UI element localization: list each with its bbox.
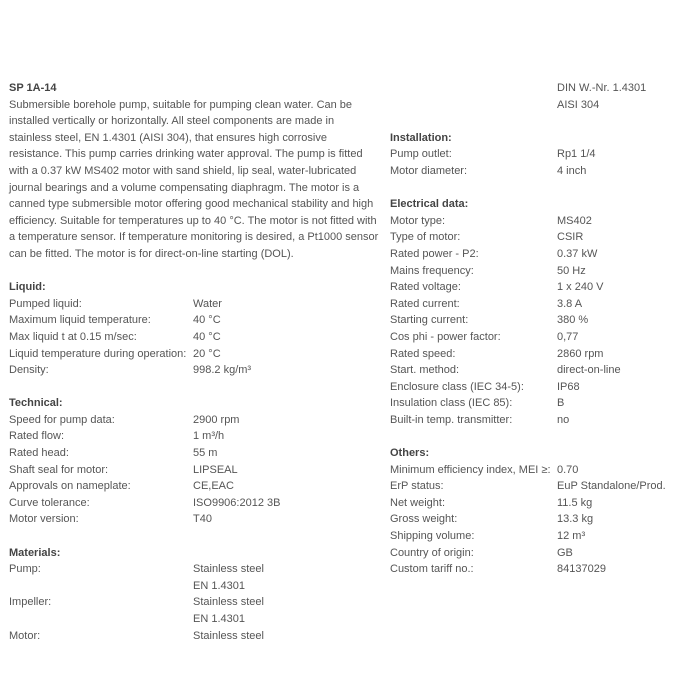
spec-value: T40 xyxy=(193,513,212,526)
spec-label: Pump: xyxy=(9,563,41,576)
spec-value: IP68 xyxy=(557,380,580,393)
spec-row-custom-tariff xyxy=(390,561,690,578)
material-code: DIN W.-Nr. 1.4301 xyxy=(557,82,647,94)
spec-label: Starting current: xyxy=(390,314,469,327)
spec-value: 13.3 kg xyxy=(557,513,594,526)
spec-value-line: Stainless steel xyxy=(193,563,264,576)
product-title: SP 1A-14 xyxy=(9,82,57,94)
spec-row-impeller-material xyxy=(9,594,381,627)
spec-value: 11.5 kg xyxy=(557,496,593,509)
spec-row-liquid-temp-operation xyxy=(9,346,381,363)
spec-row-mains-frequency xyxy=(390,263,690,280)
spec-value: 2900 rpm xyxy=(193,413,240,426)
spec-row-rated-voltage xyxy=(390,279,690,296)
spec-row-rated-power xyxy=(390,246,690,263)
spec-value: 4 inch xyxy=(557,164,587,177)
spec-row-curve-tolerance xyxy=(9,495,381,512)
spec-value: Water xyxy=(193,297,222,310)
spec-value: MS402 xyxy=(557,214,592,227)
spec-label: Motor: xyxy=(9,629,41,642)
spec-row-rated-speed xyxy=(390,346,690,363)
spec-row-approvals xyxy=(9,478,381,495)
spec-label: Mains frequency: xyxy=(390,264,474,277)
spec-label: Motor version: xyxy=(9,513,79,526)
description-line: canned type submersible motor offering good mechanical stability and high xyxy=(9,198,374,211)
spec-value: 2860 rpm xyxy=(557,347,604,360)
spec-value: ISO9906:2012 3B xyxy=(193,496,281,509)
spec-row-erp-status xyxy=(390,478,690,495)
spec-label: Speed for pump data: xyxy=(9,413,115,426)
spec-row-rated-head xyxy=(9,445,381,462)
spec-label: ErP status: xyxy=(390,480,444,493)
product-description xyxy=(9,97,381,263)
spec-label: Start. method: xyxy=(390,364,460,377)
description-line: resistance. This pump carries drinking water approval. The pump is fitted xyxy=(9,148,363,161)
spec-value: GB xyxy=(557,546,573,559)
section-title-liquid: Liquid: xyxy=(9,281,46,294)
description-line: journal bearings and a volume compensating diaphragm. The motor is a xyxy=(9,181,360,194)
spec-row-country-of-origin xyxy=(390,545,690,562)
spec-label: Gross weight: xyxy=(390,513,458,526)
spec-value: 40 °C xyxy=(193,314,221,327)
materials-section xyxy=(9,545,381,645)
spec-label: Pumped liquid: xyxy=(9,297,82,310)
spec-row-pump-material xyxy=(9,561,381,594)
spec-row-gross-weight xyxy=(390,511,690,528)
spec-value xyxy=(193,561,381,594)
spec-row-net-weight xyxy=(390,495,690,512)
spec-value: Rp1 1/4 xyxy=(557,148,596,161)
spec-label: Rated flow: xyxy=(9,430,65,443)
spec-label: Rated power - P2: xyxy=(390,247,479,260)
spec-value: 84137029 xyxy=(557,563,606,576)
spec-value: no xyxy=(557,413,570,426)
spec-label: Rated voltage: xyxy=(390,281,461,294)
spec-value-line: Stainless steel xyxy=(193,596,264,609)
spec-label: Max liquid t at 0.15 m/sec: xyxy=(9,330,137,343)
spec-label: Pump outlet: xyxy=(390,148,452,161)
spec-label: Impeller: xyxy=(9,596,52,609)
section-title-technical: Technical: xyxy=(9,397,63,410)
spec-label: Motor type: xyxy=(390,214,446,227)
description-line: Submersible borehole pump, suitable for pumping clean water. Can be xyxy=(9,98,353,111)
spec-row-enclosure-class xyxy=(390,379,690,396)
spec-row-pumped-liquid xyxy=(9,296,381,313)
spec-label: Maximum liquid temperature: xyxy=(9,314,151,327)
spec-value: 998.2 kg/m³ xyxy=(193,364,252,377)
right-column xyxy=(390,80,690,578)
spec-label: Net weight: xyxy=(390,496,446,509)
spec-value: 0.70 xyxy=(557,463,579,476)
section-title-installation: Installation: xyxy=(390,131,452,144)
spec-label: Approvals on nameplate: xyxy=(9,480,131,493)
spec-label: Shipping volume: xyxy=(390,530,475,543)
spec-value: Stainless steel xyxy=(193,629,264,642)
spec-row-type-of-motor xyxy=(390,229,690,246)
description-line: stainless steel, EN 1.4301 (AISI 304), that ensures high corrosive xyxy=(9,131,327,144)
others-section xyxy=(390,445,690,578)
spec-label: Country of origin: xyxy=(390,546,474,559)
spec-row-rated-current xyxy=(390,296,690,313)
description-line: can be fitted. The motor is for direct-on-line starting (DOL). xyxy=(9,247,294,260)
spec-value: 12 m³ xyxy=(557,530,586,543)
spec-label: Curve tolerance: xyxy=(9,496,90,509)
spec-row-max-liquid-t xyxy=(9,329,381,346)
spec-label: Motor diameter: xyxy=(390,164,468,177)
spec-row-motor-diameter xyxy=(390,163,690,180)
spec-value-line: EN 1.4301 xyxy=(193,579,245,592)
spec-label: Rated speed: xyxy=(390,347,456,360)
spec-value-line: EN 1.4301 xyxy=(193,613,245,625)
material-code: AISI 304 xyxy=(557,98,600,111)
spec-label: Density: xyxy=(9,364,49,377)
spec-label: Built-in temp. transmitter: xyxy=(390,413,513,426)
spec-value: 50 Hz xyxy=(557,264,586,277)
spec-value: EuP Standalone/Prod. xyxy=(557,480,666,493)
spec-value: 55 m xyxy=(193,447,218,460)
spec-row-rated-flow xyxy=(9,428,381,445)
liquid-section xyxy=(9,279,381,379)
spec-row-shaft-seal xyxy=(9,462,381,479)
spec-row-motor-version xyxy=(9,511,381,528)
spec-row-insulation-class xyxy=(390,395,690,412)
description-line: with a 0.37 kW MS402 motor with sand shield, lip seal, water-lubricated xyxy=(9,164,357,177)
spec-row-max-liquid-temp xyxy=(9,312,381,329)
spec-row-pump-outlet xyxy=(390,146,690,163)
spec-row-mei xyxy=(390,462,690,479)
spec-value xyxy=(193,594,381,627)
description-line: a temperature sensor. If temperature monitoring is desired, a Pt1000 sensor xyxy=(9,231,379,244)
spec-row-shipping-volume xyxy=(390,528,690,545)
spec-value: LIPSEAL xyxy=(193,463,238,476)
spec-label: Insulation class (IEC 85): xyxy=(390,397,513,410)
spec-row-starting-current xyxy=(390,312,690,329)
spec-value: 0,77 xyxy=(557,330,579,343)
technical-section xyxy=(9,395,381,528)
spec-value: B xyxy=(557,397,565,410)
spec-label: Minimum efficiency index, MEI ≥: xyxy=(390,463,551,476)
spec-label: Enclosure class (IEC 34-5): xyxy=(390,380,524,393)
spec-label: Shaft seal for motor: xyxy=(9,463,109,476)
electrical-section xyxy=(390,196,690,428)
installation-section xyxy=(390,130,690,180)
spec-value: 0.37 kW xyxy=(557,247,598,260)
section-title-electrical: Electrical data: xyxy=(390,198,469,211)
spec-row-density xyxy=(9,362,381,379)
spec-row-motor-type xyxy=(390,213,690,230)
spec-row-start-method xyxy=(390,362,690,379)
spec-label: Liquid temperature during operation: xyxy=(9,347,187,360)
spec-label: Rated current: xyxy=(390,297,460,310)
section-title-materials: Materials: xyxy=(9,546,61,559)
left-column xyxy=(9,80,381,644)
spec-label: Rated head: xyxy=(9,447,69,460)
spec-value: CSIR xyxy=(557,231,584,244)
spec-value: 3.8 A xyxy=(557,297,583,310)
spec-row-motor-material xyxy=(9,628,381,645)
spec-row-speed xyxy=(9,412,381,429)
spec-label: Custom tariff no.: xyxy=(390,563,474,576)
spec-row-cos-phi xyxy=(390,329,690,346)
material-codes xyxy=(390,80,690,113)
spec-label: Type of motor: xyxy=(390,231,461,244)
spec-value: 1 m³/h xyxy=(193,430,225,443)
spec-row-temp-transmitter xyxy=(390,412,690,429)
description-line: efficiency. Suitable for temperatures up to 40 °C. The motor is not fitted with xyxy=(9,214,377,227)
spec-value: 40 °C xyxy=(193,330,221,343)
description-line: installed vertically or horizontally. All steel components are made in xyxy=(9,115,335,128)
spec-value: 20 °C xyxy=(193,347,221,360)
spec-value: 380 % xyxy=(557,314,589,327)
section-title-others: Others: xyxy=(390,447,430,460)
spec-value: 1 x 240 V xyxy=(557,281,604,294)
spec-label: Cos phi - power factor: xyxy=(390,330,501,343)
spec-value: direct-on-line xyxy=(557,364,621,377)
spec-value: CE,EAC xyxy=(193,480,234,493)
